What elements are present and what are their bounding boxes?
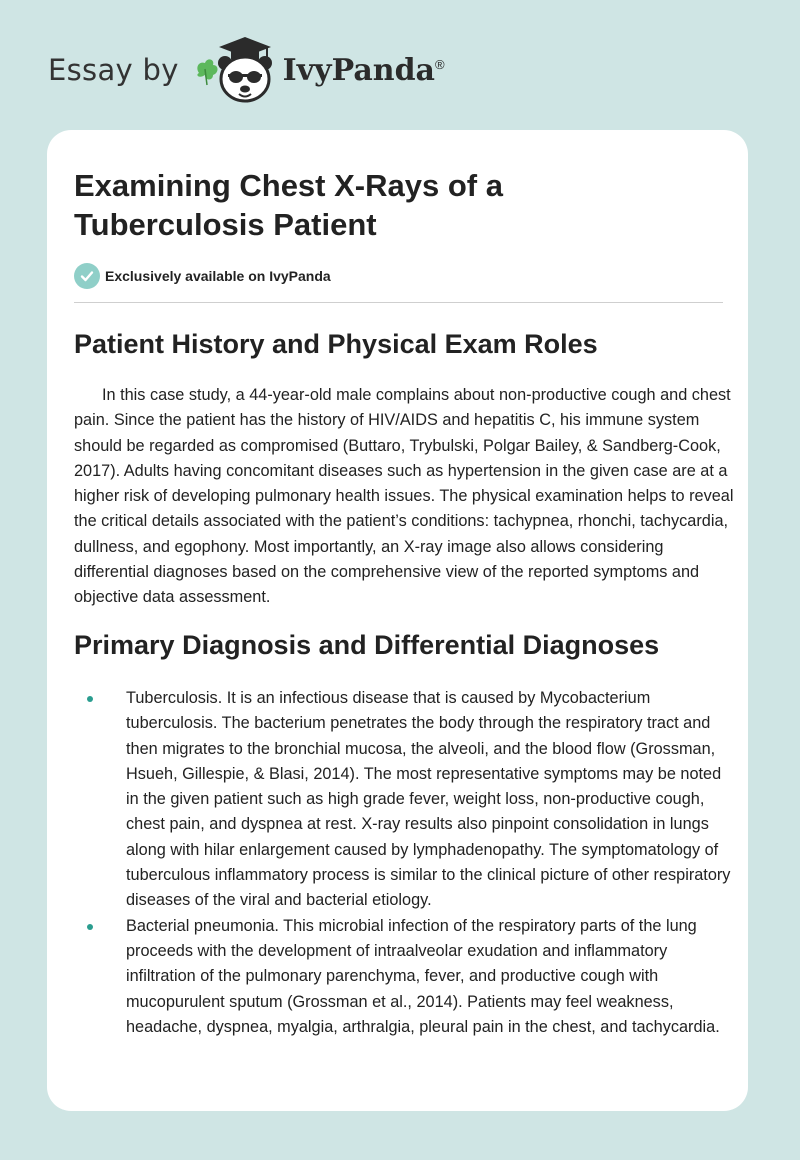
- ivy-leaf-icon: [197, 59, 217, 85]
- exclusive-label: Exclusively available on IvyPanda: [105, 268, 331, 284]
- diagnosis-list: [74, 686, 734, 1040]
- brand-text: IvyPanda: [282, 52, 435, 88]
- bullet-dot-icon: [87, 696, 93, 702]
- list-item-text: Bacterial pneumonia. This microbial infection of the respiratory parts of the lung proceeds with the development of intraalveolar exudation and inflammatory infiltration of the pulmonary parenchyma, fever, and productive cough with mucopurulent sputum (Grossman et al., 2014). Patients may feel weakness, headache, dyspnea, myalgia, arthralgia, pleural pain in the chest, and tachycardia.: [126, 916, 720, 1036]
- essay-by-label: Essay by: [48, 53, 179, 87]
- registered-mark: ®: [435, 56, 445, 72]
- article-card: [47, 130, 748, 1111]
- site-header: [48, 30, 445, 110]
- divider: [74, 302, 723, 303]
- list-item: [74, 686, 734, 914]
- ivypanda-logo[interactable]: [193, 33, 445, 107]
- panda-logo-icon: [193, 33, 277, 107]
- list-item: [74, 914, 734, 1040]
- page-title: Examining Chest X-Rays of a Tuberculosis Patient: [74, 168, 503, 242]
- exclusive-badge: [74, 263, 331, 289]
- list-item-text: Tuberculosis. It is an infectious disease that is caused by Mycobacterium tuberculosis. The bacterium penetrates the body through the respiratory tract and then migrates to the bronchial mucosa, the alveoli, and the blood flow (Grossman, Hsueh, Gillespie, & Blasi, 2014). The most representative symptoms may be noted in the given patient such as high grade fever, weight loss, non-productive cough, chest pain, and dyspnea at rest. X-ray results also pinpoint consolidation in lungs along with hilar enlargement caused by lymphadenopathy. The symptomatology of tuberculous inflammatory process is similar to the clinical picture of other respiratory diseases of the viral and bacterial etiology.: [126, 689, 731, 910]
- section-paragraph-history: In this case study, a 44-year-old male complains about non-productive cough and chest pain. Since the patient has the history of HIV/AIDS and hepatitis C, his immune system should be regarded as compromised (Buttaro, Trybulski, Polgar Bailey, & Sandberg-Cook, 2017). Adults having concomitant diseases such as hypertension in the given case are at a higher risk of developing pulmonary health issues. The physical examination helps to reveal the critical details associated with the patient’s conditions: tachypnea, rhonchi, tachycardia, dullness, and egophony. Most importantly, an X-ray image also allows considering differential diagnoses based on the comprehensive view of the reported symptoms and objective data assessment.: [74, 386, 734, 607]
- checkmark-icon: [74, 263, 100, 289]
- section-heading-diagnosis: Primary Diagnosis and Differential Diagnoses: [74, 630, 660, 660]
- section-heading-history: Patient History and Physical Exam Roles: [74, 329, 598, 359]
- brand-name: [283, 53, 445, 88]
- bullet-dot-icon: [87, 924, 93, 930]
